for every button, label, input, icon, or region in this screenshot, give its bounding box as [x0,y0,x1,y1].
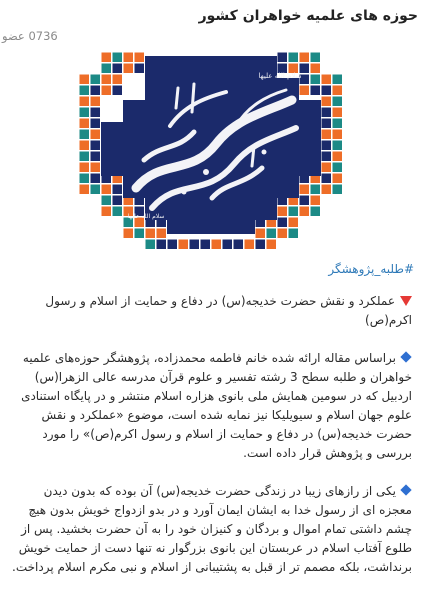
border-tile [102,53,112,63]
border-tile [333,174,343,184]
border-tile [190,240,200,250]
border-tile [311,207,321,217]
border-tile [333,108,343,118]
border-tile [311,64,321,74]
border-tile [333,152,343,162]
border-tile [102,196,112,206]
border-tile [80,86,90,96]
border-tile [135,229,145,239]
border-tile [289,218,299,228]
border-tile [80,119,90,129]
post-image[interactable] [66,48,356,250]
blue-diamond-icon [400,351,411,362]
border-tile [311,53,321,63]
border-tile [267,229,277,239]
hashtag-link[interactable]: #طلبه_پژوهشگر [328,262,414,276]
border-tile [91,163,101,173]
border-tile [322,185,332,195]
border-tile [91,97,101,107]
border-tile [91,174,101,184]
border-tile [113,207,123,217]
border-tile [333,119,343,129]
border-tile [300,185,310,195]
border-tile [80,141,90,151]
border-tile [245,240,255,250]
border-tile [289,53,299,63]
border-tile [322,163,332,173]
border-tile [322,75,332,85]
border-tile [102,86,112,96]
border-tile [223,240,233,250]
border-tile [322,174,332,184]
member-count: 0736 عضو [2,29,58,43]
border-tile [80,97,90,107]
border-tile [333,130,343,140]
border-tile [91,152,101,162]
border-tile [91,86,101,96]
border-tile [311,196,321,206]
border-tile [333,141,343,151]
border-tile [322,97,332,107]
border-tile [278,53,288,63]
border-tile [322,152,332,162]
border-tile [102,185,112,195]
border-tile [322,108,332,118]
border-tile [311,86,321,96]
border-tile [267,240,277,250]
red-triangle-icon [400,296,412,306]
paragraph-one-text: براساس مقاله ارائه شده خانم فاطمه محمدزاده، پژوهشگر حوزه‌های علمیه خواهران و طلبه سطح 3 رشته تفسیر و علوم قرآن مدرسه عالی الزهرا(س) اردبیل که در سومین همایش ملی بانوی هزاره اسلام منتشر و در پایگاه استنادی علوم جهان اسلام و سیویلیکا نیز نمایه شده است، موضوع «عملکرد و نقش حضرت خدیجه(س) در دفاع و حمایت از اسلام و رسول اکرم(ص)» را مورد بررسی و پژوهش قرار داده است. [21,351,412,460]
border-tile [157,229,167,239]
border-tile [157,240,167,250]
border-tile [333,163,343,173]
border-tile [113,86,123,96]
border-tile [322,119,332,129]
border-tile [212,240,222,250]
border-tile [91,119,101,129]
border-tile [278,229,288,239]
channel-header[interactable] [0,0,422,48]
border-tile [300,207,310,217]
border-tile [113,75,123,85]
border-tile [102,207,112,217]
border-tile [256,240,266,250]
border-tile [135,53,145,63]
blue-diamond-icon [400,484,411,495]
border-tile [300,196,310,206]
border-tile [300,53,310,63]
border-tile [311,185,321,195]
post-title: عملکرد و نقش حضرت خدیجه(س) در دفاع و حمایت از اسلام و رسول اکرم(ص) [45,294,412,327]
border-tile [91,141,101,151]
border-tile [333,97,343,107]
border-tile [80,163,90,173]
border-tile [289,207,299,217]
border-tile [80,185,90,195]
border-tile [135,64,145,74]
paragraph-two [8,482,412,577]
border-tile [333,185,343,195]
border-tile [333,86,343,96]
border-tile [322,86,332,96]
border-tile [300,86,310,96]
paragraph-two-text: یکی از رازهای زیبا در زندگی حضرت خدیجه(س) آن بوده که بدون دیدن معجزه ای از رسول خدا به ایشان ایمان آورد و در بدو ازدواج خویش بدون هیچ چشم داشتی تمام اموال و بردگان و کنیزان خود را به آن حضرت بخشید. پس از طلوع آفتاب اسلام در عربستان این بانوی بزرگوار نه تنها دست از حمایت خویش برنداشت، بلکه مصمم تر از قبل به پشتیبانی از اسلام و نبی مکرم اسلام پرداخت. [12,484,412,574]
border-tile [113,185,123,195]
border-tile [80,108,90,118]
post-title-line [8,292,412,330]
border-tile [91,75,101,85]
border-tile [322,141,332,151]
calligraphy-caption-bottom: سلام الله علیها [127,213,165,220]
border-tile [102,64,112,74]
border-tile [113,64,123,74]
border-tile [113,53,123,63]
border-tile [91,185,101,195]
channel-title[interactable]: حوزه های علمیه خواهران کشور [198,8,418,24]
border-tile [91,108,101,118]
border-tile [124,64,134,74]
border-tile [256,229,266,239]
border-tile [201,240,211,250]
border-tile [333,75,343,85]
border-tile [80,152,90,162]
border-tile [124,229,134,239]
border-tile [80,174,90,184]
border-tile [278,207,288,217]
border-tile [179,240,189,250]
border-tile [102,75,112,85]
border-tile [146,229,156,239]
calligraphy-caption-top: سلام الله علیها [258,72,302,80]
border-tile [146,240,156,250]
border-tile [234,240,244,250]
border-tile [80,130,90,140]
border-tile [322,130,332,140]
paragraph-one [8,349,412,463]
border-tile [80,75,90,85]
border-tile [278,218,288,228]
border-tile [113,196,123,206]
border-tile [124,53,134,63]
border-tile [311,75,321,85]
post-body [8,292,412,596]
border-tile [168,240,178,250]
border-tile [91,130,101,140]
border-tile [289,229,299,239]
